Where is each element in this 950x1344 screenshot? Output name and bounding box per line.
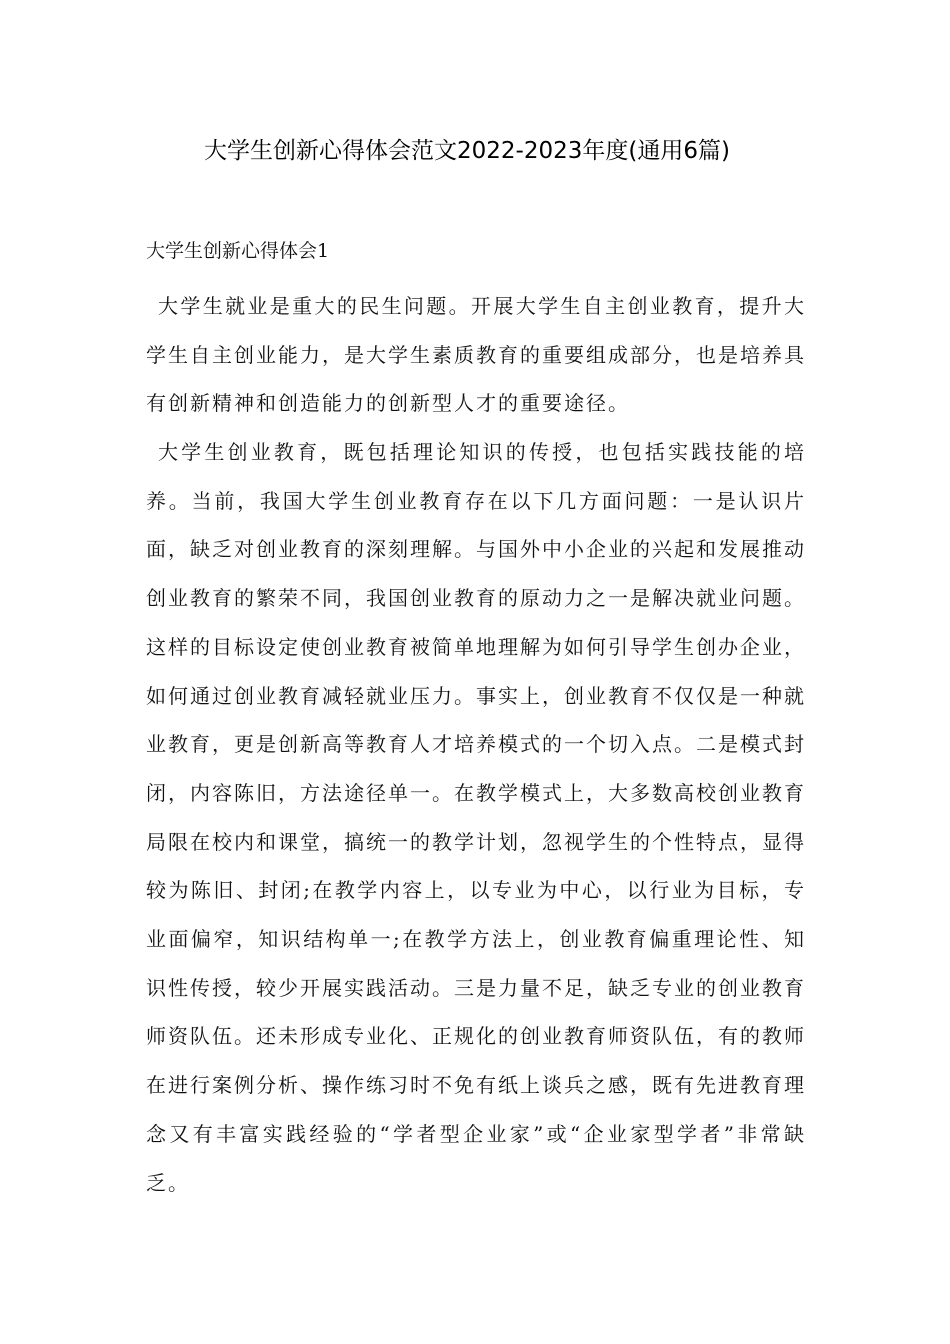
paragraph-2: 大学生创业教育，既包括理论知识的传授，也包括实践技能的培养。当前，我国大学生创业教育存在以下几方面问题：一是认识片面，缺乏对创业教育的深刻理解。与国外中小企业的兴起和发展推动创业教育的繁荣不同，我国创业教育的原动力之一是解决就业问题。这样的目标设定使创业教育被简单地理解为如何引导学生创办企业，如何通过创业教育减轻就业压力。事实上，创业教育不仅仅是一种就业教育，更是创新高等教育人才培养模式的一个切入点。二是模式封闭，内容陈旧，方法途径单一。在教学模式上，大多数高校创业教育局限在校内和课堂，搞统一的教学计划，忽视学生的个性特点，显得较为陈旧、封闭;在教学内容上，以专业为中心，以行业为目标，专业面偏窄，知识结构单一;在教学方法上，创业教育偏重理论性、知识性传授，较少开展实践活动。三是力量不足，缺乏专业的创业教育师资队伍。还未形成专业化、正规化的创业教育师资队伍，有的教师在进行案例分析、操作练习时不免有纸上谈兵之感，既有先进教育理念又有丰富实践经验的“学者型企业家”或“企业家型学者”非常缺乏。 — [146, 440, 806, 1195]
paragraph-1: 大学生就业是重大的民生问题。开展大学生自主创业教育，提升大学生自主创业能力，是大学生素质教育的重要组成部分，也是培养具有创新精神和创造能力的创新型人才的重要途径。 — [146, 294, 806, 416]
section-heading: 大学生创新心得体会1 — [146, 240, 330, 262]
document-title: 大学生创新心得体会范文2022-2023年度(通用6篇) — [204, 138, 730, 164]
